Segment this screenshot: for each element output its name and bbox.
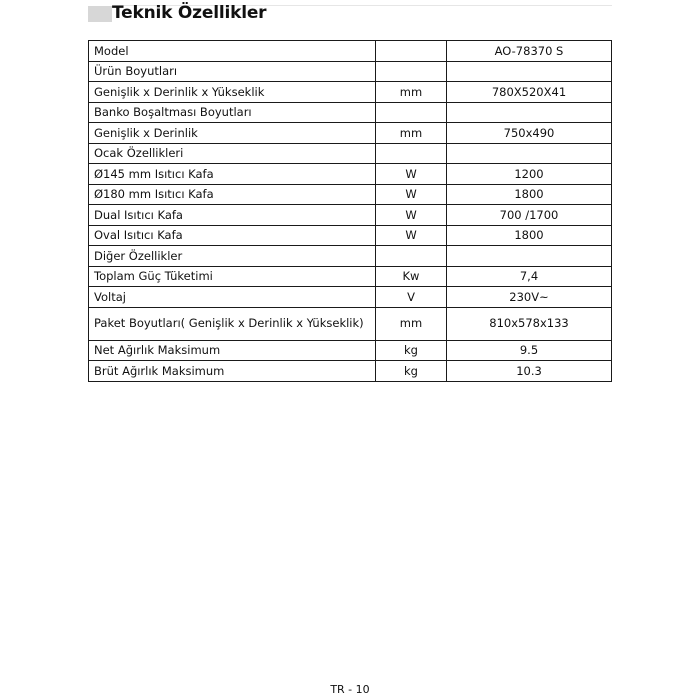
row-label: Ø180 mm Isıtıcı Kafa xyxy=(89,184,376,205)
row-label: Toplam Güç Tüketimi xyxy=(89,266,376,287)
table-row xyxy=(89,246,612,267)
row-unit xyxy=(376,61,447,82)
row-value xyxy=(447,143,612,164)
table-row xyxy=(89,82,612,103)
row-label: Ürün Boyutları xyxy=(89,61,376,82)
row-label: Dual Isıtıcı Kafa xyxy=(89,205,376,226)
row-value: 10.3 xyxy=(447,361,612,382)
table-row xyxy=(89,41,612,62)
row-value: 780X520X41 xyxy=(447,82,612,103)
row-unit: W xyxy=(376,225,447,246)
table-row xyxy=(89,143,612,164)
row-value: AO-78370 S xyxy=(447,41,612,62)
row-value: 9.5 xyxy=(447,340,612,361)
row-label: Diğer Özellikler xyxy=(89,246,376,267)
row-unit xyxy=(376,246,447,267)
row-value: 7,4 xyxy=(447,266,612,287)
row-value xyxy=(447,61,612,82)
table-row xyxy=(89,266,612,287)
row-label: Voltaj xyxy=(89,287,376,308)
row-unit: W xyxy=(376,164,447,185)
row-value: 1200 xyxy=(447,164,612,185)
spec-table xyxy=(88,40,612,382)
row-label: Ocak Özellikleri xyxy=(89,143,376,164)
table-row xyxy=(89,225,612,246)
row-unit: V xyxy=(376,287,447,308)
table-row xyxy=(89,184,612,205)
row-label: Model xyxy=(89,41,376,62)
row-unit xyxy=(376,143,447,164)
table-row xyxy=(89,61,612,82)
table-row xyxy=(89,102,612,123)
row-unit: W xyxy=(376,184,447,205)
row-label: Ø145 mm Isıtıcı Kafa xyxy=(89,164,376,185)
row-unit: mm xyxy=(376,123,447,144)
row-label: Brüt Ağırlık Maksimum xyxy=(89,361,376,382)
row-unit xyxy=(376,102,447,123)
page-title: Teknik Özellikler xyxy=(112,3,267,23)
row-value: 750x490 xyxy=(447,123,612,144)
table-row xyxy=(89,123,612,144)
row-label: Genişlik x Derinlik xyxy=(89,123,376,144)
row-unit: kg xyxy=(376,361,447,382)
row-value: 810x578x133 xyxy=(447,307,612,340)
row-value xyxy=(447,102,612,123)
table-row xyxy=(89,340,612,361)
row-value: 230V~ xyxy=(447,287,612,308)
row-value xyxy=(447,246,612,267)
table-row xyxy=(89,205,612,226)
row-label: Paket Boyutları( Genişlik x Derinlik x Yükseklik) xyxy=(89,307,376,340)
row-unit: Kw xyxy=(376,266,447,287)
row-label: Banko Boşaltması Boyutları xyxy=(89,102,376,123)
row-value: 1800 xyxy=(447,225,612,246)
row-unit: mm xyxy=(376,82,447,103)
row-label: Genişlik x Derinlik x Yükseklik xyxy=(89,82,376,103)
row-value: 700 /1700 xyxy=(447,205,612,226)
row-unit: mm xyxy=(376,307,447,340)
section-header xyxy=(88,2,612,28)
row-label: Net Ağırlık Maksimum xyxy=(89,340,376,361)
row-unit: W xyxy=(376,205,447,226)
page-number: TR - 10 xyxy=(330,683,370,696)
table-row xyxy=(89,164,612,185)
row-unit: kg xyxy=(376,340,447,361)
row-label: Oval Isıtıcı Kafa xyxy=(89,225,376,246)
row-unit xyxy=(376,41,447,62)
table-row xyxy=(89,307,612,340)
table-row xyxy=(89,287,612,308)
row-value: 1800 xyxy=(447,184,612,205)
table-row xyxy=(89,361,612,382)
title-accent-bar xyxy=(88,6,112,22)
